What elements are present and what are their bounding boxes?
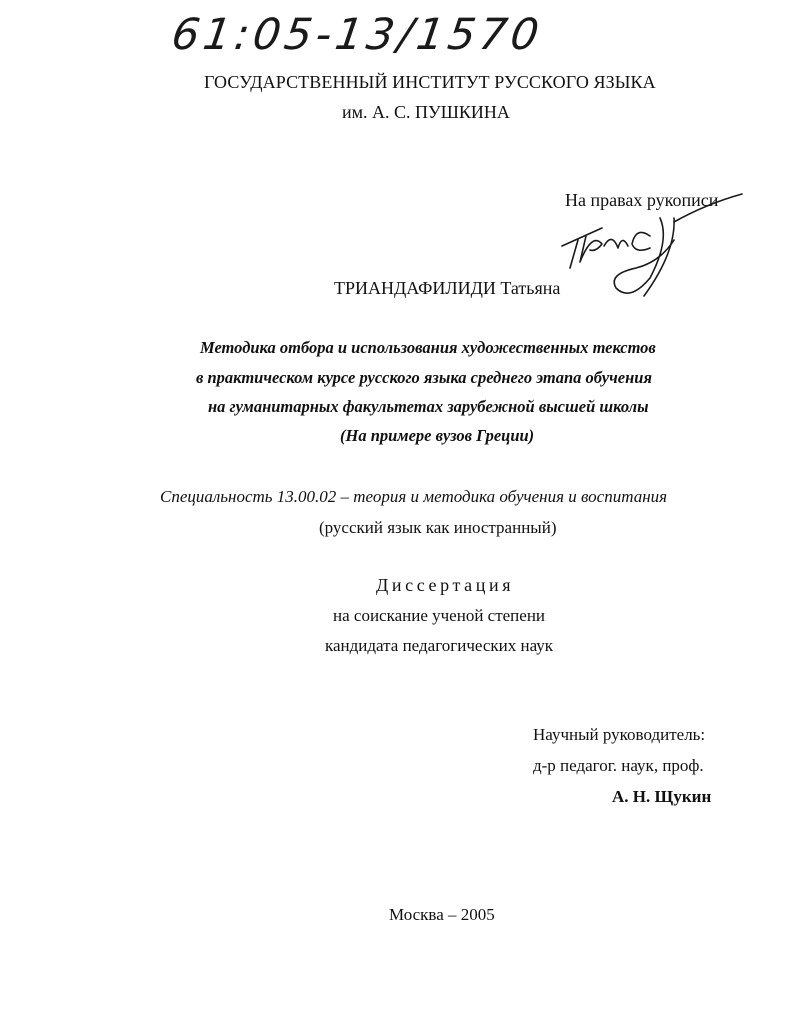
document-type-label: Диссертация (376, 575, 515, 595)
specialty-code: Специальность 13.00.02 – теория и методика обучения и воспитания (160, 487, 668, 506)
handwritten-archive-number: 61:05-13/1570 (168, 10, 546, 60)
manuscript-rights-note: На правах рукописи (565, 190, 719, 210)
signature-stroke (632, 232, 650, 250)
signature-stroke (674, 194, 742, 222)
dissertation-title-line: Методика отбора и использования художественных текстов (200, 338, 656, 357)
signature-stroke (562, 228, 602, 246)
specialty-note: (русский язык как иностранный) (319, 518, 557, 537)
signature-stroke (570, 240, 578, 268)
supervisor-name: А. Н. Щукин (612, 787, 712, 806)
degree-sought-line2: кандидата педагогических наук (325, 636, 554, 655)
author-name: ТРИАНДАФИЛИДИ Татьяна (334, 278, 561, 298)
signature-stroke (614, 218, 674, 293)
institution-name-line2: им. А. С. ПУШКИНА (342, 102, 510, 122)
degree-sought-line1: на соискание ученой степени (333, 606, 546, 625)
supervisor-label: Научный руководитель: (533, 725, 706, 744)
dissertation-title-subtitle: (На примере вузов Греции) (340, 426, 535, 445)
dissertation-title-line: в практическом курсе русского языка среднего этапа обучения (196, 368, 652, 387)
signature-stroke (604, 239, 628, 248)
signature-stroke (580, 236, 602, 262)
author-signature (556, 188, 746, 306)
place-and-year: Москва – 2005 (389, 905, 495, 924)
supervisor-degree: д-р педагог. наук, проф. (533, 756, 704, 775)
dissertation-title-line: на гуманитарных факультетах зарубежной высшей школы (208, 397, 649, 416)
institution-name: ГОСУДАРСТВЕННЫЙ ИНСТИТУТ РУССКОГО ЯЗЫКА (204, 72, 656, 92)
